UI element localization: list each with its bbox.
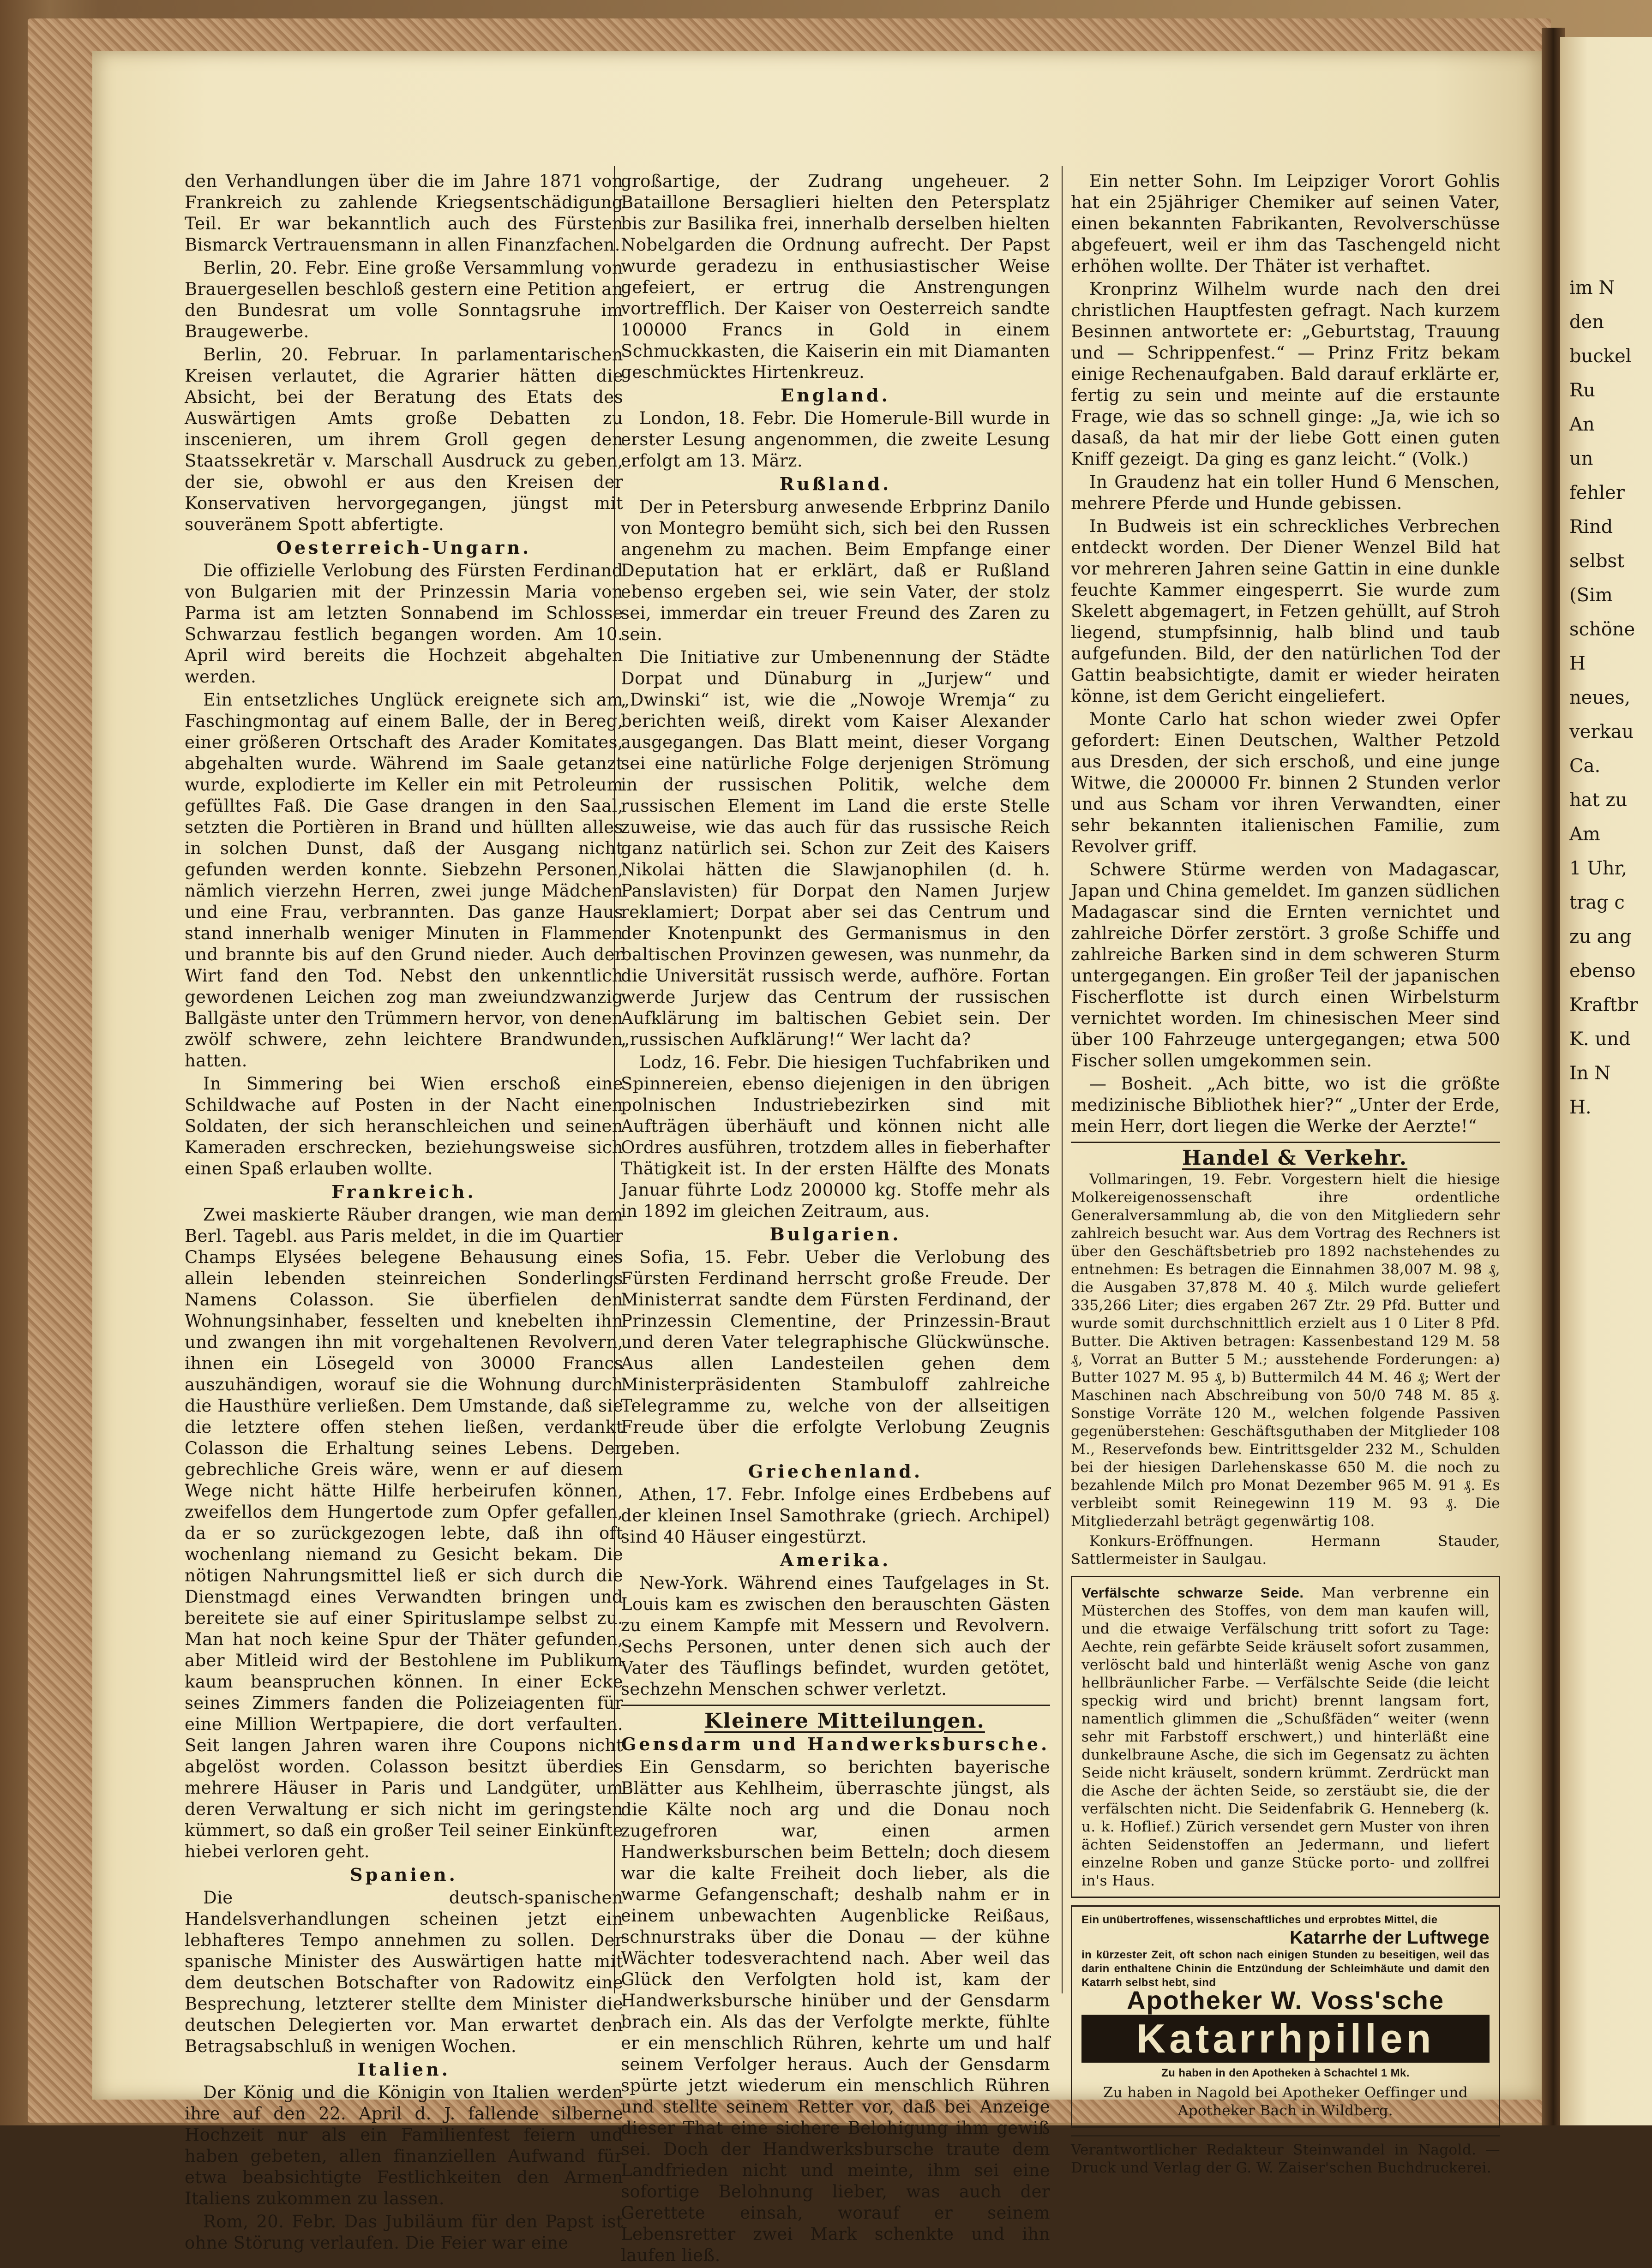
section-heading: Oesterreich-Ungarn. xyxy=(276,537,532,558)
article-paragraph: In Simmering bei Wien erschoß eine Schildwache auf Posten in der Nacht einen Soldaten, der sich heranschleichen und seinen Kameraden erschrecken, beziehungsweise sich einen Spaß erlauben wollte. xyxy=(185,1074,623,1179)
fragment: Ru xyxy=(1569,380,1595,401)
fragment: An xyxy=(1569,414,1595,435)
section-rule xyxy=(1071,1142,1500,1143)
fragment: im N xyxy=(1569,277,1615,299)
article-paragraph: Ein Gensdarm, so berichten bayerische Blätter aus Kehlheim, überraschte jüngst, als die Kälte noch arg und die Donau noch zugefroren war, einen armen Handwerksburschen beim Betteln; doch diesem war die kalte Freiheit doch lieber, als die warme Gefangenschaft; deshalb nahm er in einem unbewachten Augenblicke Reißaus, schnurstraks über die Donau — der kühne Wächter todesverachtend nach. Aber weil das Glück den Verfolgten hold ist, kam der Handwerksbursche hinüber und der Gensdarm brach ein. Als das der Verfolgte merkte, fühlte er ein menschlich Rühren, kehrte um und half seinem Verfolger heraus. Auch der Gensdarm spürte jetzt wiederum ein menschlich Rühren und stellte seinem Retter vor, daß bei Anzeige dieser That eine sichere Belohigung ihm gewiß sei. Doch der Handwerksbursche traute dem Landfrieden nicht und meinte, ihm sei eine sofortige Belohnung lieber, was auch der Gerettete einsah, worauf er seinem Lebensretter zwei Mark schenkte und ihn laufen ließ. xyxy=(621,1757,1050,2265)
article-paragraph: Der König und die Königin von Italien werden ihre auf den 22. April d. J. fallende silberne Hochzeit nur als ein Familienfest feiern und haben gebeten, allen finanziellen Aufwand für etwa beabsichtigte Festlichkeiten den Armen Italiens zukommen zu lassen. xyxy=(185,2082,623,2208)
section-heading: Bulgarien. xyxy=(769,1224,901,1245)
article-paragraph: Kronprinz Wilhelm wurde nach den drei christlichen Hauptfesten gefragt. Nach kurzem Besinnen antwortete er: „Geburtstag, Trauung und — Schrippenfest.“ — Prinz Fritz bekam einige Rechenaufgaben. Bald darauf erklärte er, fertig zu sein und meinte auf die erstaunte Frage, wie das so schnell ginge: „Ja, wie ich so dasaß, da hat mir der liebe Gott einen guten Kniff gezeigt. Da ging es ganz leicht.“ (Volk.) xyxy=(1071,279,1500,469)
column-3 xyxy=(1071,171,1500,2179)
fragment: Rind xyxy=(1569,516,1613,538)
article-paragraph: Monte Carlo hat schon wieder zwei Opfer gefordert: Einen Deutschen, Walther Petzold aus Dresden, der sich erschoß, und eine junge Witwe, die 200000 Fr. binnen 2 Stunden verlor und aus Scham vor ihren Verwandten, einer sehr bekannten italienischen Familie, zum Revolver griff. xyxy=(1071,709,1500,856)
article-paragraph: In Budweis ist ein schreckliches Verbrechen entdeckt worden. Der Diener Wenzel Bild hat vor mehreren Jahren seine Gattin in eine dunkle feuchte Kammer eingesperrt. Sie wurde zum Skelett abgemagert, in Fetzen gehüllt, auf Stroh liegend, stumpfsinnig, halb blind und taub aufgefunden. Bild, der den natürlichen Tod der Gattin beabsichtigte, damit er wieder heiraten könne, ist dem Gericht eingeliefert. xyxy=(1071,516,1500,706)
ad-apotheker: Apotheker W. Voss'sche xyxy=(1126,1986,1445,2015)
article-paragraph: Lodz, 16. Febr. Die hiesigen Tuchfabriken und Spinnereien, ebenso diejenigen in den übrigen polnischen Industriebezirken sind mit Aufträgen überhäuft und können nicht alle Ordres ausführen, trotzdem alles in fieberhafter Thätigkeit ist. In der ersten Hälfte des Monats Januar führte Lodz 200000 kg. Stoffe mehr als in 1892 im gleichen Zeitraum, aus. xyxy=(621,1053,1050,1221)
section-heading-kleinere-mitteilungen: Kleinere Mitteilungen. xyxy=(704,1709,985,1733)
fragment: hat zu xyxy=(1569,790,1628,811)
fragment: verkau xyxy=(1569,721,1634,742)
article-paragraph: Vollmaringen, 19. Febr. Vorgestern hielt die hiesige Molkereigenossenschaft ihre ordentliche Generalversammlung ab, die von den Mitgliedern sehr zahlreich besucht war. Aus dem Vortrag des Rechners ist über den Geschäftsbetrieb pro 1892 nachstehendes zu entnehmen: Es betragen die Einnahmen 38,007 M. 98 ₰, die Ausgaben 37,878 M. 40 ₰. Milch wurde geliefert 335,266 Liter; dies ergaben 267 Ztr. 29 Pfd. Butter und wurde somit durchschnittlich erzielt aus 1 0 Liter 8 Pfd. Butter. Die Aktiven betragen: Kassenbestand 129 M. 58 ₰, Vorrat an Butter 5 M.; ausstehende Forderungen: a) Butter 1027 M. 95 ₰, b) Buttermilch 44 M. 46 ₰; Wert der Maschinen nach Abschreibung von 50/0 748 M. 85 ₰. Sonstige Vorräte 120 M., welchen folgende Passiven gegenüberstehen: Geschäftsguthaben der Mitglieder 108 M., Reservefonds bew. Eintrittsgelder 232 M., Schulden bei der hiesigen Darlehenskasse 650 M. die noch zu bezahlende Milch pro Monat Dezember 965 M. 91 ₰. Es verbleibt somit Reinegewinn 119 M. 93 ₰. Die Mitgliederzahl beträgt gegenwärtig 108. xyxy=(1071,1171,1500,1530)
fragment: den xyxy=(1569,311,1604,333)
imprint: Verantwortlicher Redakteur Steinwandel in Nagold. — Druck und Verlag der G. W. Zaiser'schen Buchdruckerei. xyxy=(1071,2142,1500,2176)
section-heading: Spanien. xyxy=(350,1864,458,1885)
section-heading: Griechenland. xyxy=(748,1461,923,1482)
adjacent-page xyxy=(1560,37,1652,2125)
ad-title: Verfälschte schwarze Seide. xyxy=(1081,1585,1304,1601)
ad-where: Zu haben in Nagold bei Apotheker Oeffinger und Apotheker Bach in Wildberg. xyxy=(1103,2084,1468,2119)
section-heading: Frankreich. xyxy=(331,1181,476,1202)
article-paragraph: In Graudenz hat ein toller Hund 6 Menschen, mehrere Pferde und Hunde gebissen. xyxy=(1071,472,1500,513)
article-heading: Gensdarm und Handwerksbursche. xyxy=(621,1734,1050,1754)
adjacent-page-fragments xyxy=(1569,268,1652,1128)
article-paragraph: London, 18. Febr. Die Homerule-Bill wurde in erster Lesung angenommen, die zweite Lesung erfolgt am 13. März. xyxy=(621,408,1050,471)
fragment: un xyxy=(1569,448,1593,469)
section-heading: Rußland. xyxy=(779,473,892,494)
article-paragraph: Berlin, 20. Februar. In parlamentarischen Kreisen verlautet, die Agrarier hätten die Absicht, bei der Beratung des Etats des Auswärtigen Amts große Debatten zu inscenieren, um ihrem Groll gegen den Staatssekretär v. Marschall Ausdruck zu geben, der sie, obwohl er aus den Kreisen der Konservativen hervorgegangen, jüngst mit souveränem Spott abfertigte. xyxy=(185,345,623,534)
fragment: (Sim xyxy=(1569,585,1613,606)
fragment: Ca. xyxy=(1569,755,1601,777)
fragment: neues, xyxy=(1569,687,1631,708)
notice-konkurs: Konkurs-Eröffnungen. Hermann Stauder, Sattlermeister in Saulgau. xyxy=(1071,1533,1500,1568)
article-paragraph: Sofia, 15. Febr. Ueber die Verlobung des Fürsten Ferdinand herrscht große Freude. Der Ministerrat sandte dem Fürsten Ferdinand, der Prinzessin Clementine, der Prinzessin-Braut und deren Vater telegraphische Glückwünsche. Aus allen Landesteilen gehen dem Ministerpräsidenten Stambuloff zahlreiche Telegramme zu, welche von der allseitigen Freude über die erfolgte Verlobung Zeugnis geben. xyxy=(621,1247,1050,1458)
fragment: Am xyxy=(1569,824,1600,845)
ad-body: Man verbrenne ein Müsterchen des Stoffes, von dem man kaufen will, und die etwaige Verfälschung tritt sofort zu Tage: Aechte, rein gefärbte Seide kräuselt sofort zusammen, verlöscht bald und hinterläßt wenig Asche von ganz hellbräunlicher Farbe. — Verfälschte Seide (die leicht speckig wird und bricht) brennt langsam fort, namentlich glimmen die „Schußfäden“ weiter (wenn sehr mit Farbstoff erschwert,) und hinterläßt eine dunkelbraune Asche, die sich im Gegensatz zu ächten Seide nicht kräuselt, sondern krümmt. Zerdrückt man die Asche der ächten Seide, so zerstäubt sie, die der verfälschten nicht. Die Seidenfabrik G. Henneberg (k. u. k. Hoflief.) Zürich versendet gern Muster von ihren ächten Seidenstoffen an Jedermann, und liefert einzelne Roben und ganze Stücke porto- und zollfrei in's Haus. xyxy=(1081,1585,1490,1889)
section-heading-handel: Handel & Verkehr. xyxy=(1182,1146,1408,1170)
article-paragraph: Die deutsch-spanischen Handelsverhandlungen scheinen jetzt ein lebhafteres Tempo annehmen zu sollen. Der spanische Minister des Auswärtigen hatte mit dem deutschen Botschafter von Radowitz eine Besprechung, letzterer stellte dem Minister die deutschen Delegierten vor. Man erwartet den Betragsabschluß in wenigen Wochen. xyxy=(185,1888,623,2056)
article-paragraph: Schwere Stürme werden von Madagascar, Japan und China gemeldet. Im ganzen südlichen Madagascar sind die Ernten vernichtet und zahlreiche Dörfer zerstört. 3 große Schiffe und zahlreiche Barken sind in dem schweren Sturm untergegangen. Ein großer Teil der japanischen Fischerflotte ist durch einen Wirbelsturm vernichtet worden. Im chinesischen Meer sind über 100 Fahrzeuge untergegangen; etwa 500 Fischer sollen umgekommen sein. xyxy=(1071,860,1500,1071)
fragment: selbst xyxy=(1569,551,1625,572)
ad-product-name: Katarrhpillen xyxy=(1081,2015,1490,2063)
article-paragraph: Ein netter Sohn. Im Leipziger Vorort Gohlis hat ein 25jähriger Chemiker auf seinen Vater, einen bekannten Fabrikanten, Revolverschüsse abgefeuert, weil er ihm das Taschengeld nicht erhöhen wollte. Der Thäter ist verhaftet. xyxy=(1071,171,1500,276)
article-paragraph: Die offizielle Verlobung des Fürsten Ferdinand von Bulgarien mit der Prinzessin Maria von Parma ist am letzten Sonnabend im Schlosse Schwarzau festlich begangen worden. Am 10. April wird bereits die Hochzeit abgehalten werden. xyxy=(185,561,623,687)
article-paragraph: Athen, 17. Febr. Infolge eines Erdbebens auf der kleinen Insel Samothrake (griech. Archipel) sind 40 Häuser eingestürzt. xyxy=(621,1484,1050,1547)
fragment: ebenso xyxy=(1569,960,1636,981)
column-1 xyxy=(185,171,623,2256)
article-paragraph: den Verhandlungen über die im Jahre 1871 von Frankreich zu zahlende Kriegsentschädigung Teil. Er war bekanntlich auch des Fürsten Bismarck Vertrauensmann in allen Finanzfachen. xyxy=(185,171,623,255)
fragment: In N xyxy=(1569,1063,1611,1084)
fragment: schöne xyxy=(1569,619,1635,640)
advertisement-katarrhpillen xyxy=(1071,1905,1500,2128)
fragment: 1 Uhr, xyxy=(1569,858,1628,879)
ad-description: in kürzester Zeit, oft schon nach einigen Stunden zu beseitigen, weil das darin enthaltene Chinin die Entzündung der Schleimhäute und damit den Katarrh selbst hebt, sind xyxy=(1081,1949,1490,1989)
fragment: zu ang xyxy=(1569,926,1632,947)
section-rule xyxy=(621,1705,1050,1706)
fragment: trag c xyxy=(1569,892,1625,913)
fragment: fehler xyxy=(1569,482,1625,503)
article-paragraph: Berlin, 20. Febr. Eine große Versammlung von Brauergesellen beschloß gestern eine Petition an den Bundesrat um volle Sonntagsruhe im Braugewerbe. xyxy=(185,258,623,341)
ad-price: Zu haben in den Apotheken à Schachtel 1 Mk. xyxy=(1161,2067,1410,2079)
ad-intro: Ein unübertroffenes, wissenschaftliches und erprobtes Mittel, die xyxy=(1081,1914,1438,1926)
article-paragraph: Die Initiative zur Umbenennung der Städte Dorpat und Dünaburg in „Jurjew“ und „Dwinski“ ist, wie die „Nowoje Wremja“ zu berichten weiß, direkt vom Kaiser Alexander ausgegangen. Das Blatt meint, dieser Vorgang sei eine natürliche Folge derjenigen Strömung in der russischen Politik, welche dem russischen Element im Land die erste Stelle zuweise, wie das auch für das russische Reich ganz natürlich sei. Schon zur Zeit des Kaisers Nikolai hätten die Slawjanophilen (d. h. Panslavisten) für Dorpat den Namen Jurjew reklamiert; Dorpat aber sei das Centrum und der Knotenpunkt des Germanismus in den baltischen Provinzen gewesen, was nunmehr, da die Universität russisch werde, aufhöre. Fortan werde Jurjew das Centrum der russischen Aufklärung im baltischen Gebiet sein. Der „russischen Aufklärung!“ Wer lacht da? xyxy=(621,647,1050,1049)
fragment: buckel xyxy=(1569,346,1632,367)
column-divider xyxy=(1062,166,1063,1993)
advertisement-seide xyxy=(1071,1576,1500,1898)
article-paragraph: Rom, 20. Febr. Das Jubiläum für den Papst ist ohne Störung verlaufen. Die Feier war eine xyxy=(185,2212,623,2253)
article-paragraph: Ein entsetzliches Unglück ereignete sich am Faschingmontag auf einem Balle, der in Bereg, einer größeren Ortschaft des Arader Komitates, abgehalten wurde. Während im Saale getanzt wurde, explodierte im Keller ein mit Petroleum gefülltes Faß. Die Gase drangen in den Saal, setzten die Portièren in Brand und hüllten alles in solchen Dunst, daß der Ausgang nicht gefunden werden konnte. Siebzehn Personen, nämlich vierzehn Herren, zwei junge Mädchen und eine Frau, verbrannten. Das ganze Haus stand innerhalb weniger Minuten in Flammen und brannte bis auf den Grund nieder. Auch der Wirt fand den Tod. Nebst den unkenntlich gewordenen Leichen zog man zweiundzwanzig Ballgäste unter den Trümmern hervor, von denen zwölf schwere, zehn leichtere Brandwunden hatten. xyxy=(185,690,623,1071)
section-heading: Italien. xyxy=(357,2059,451,2080)
fragment: K. und xyxy=(1569,1029,1631,1050)
article-paragraph: großartige, der Zudrang ungeheuer. 2 Bataillone Bersaglieri hielten den Petersplatz bis zur Basilika frei, innerhalb derselben hielten Nobelgarden die Ordnung aufrecht. Der Papst wurde geradezu in enthusiastischer Weise gefeiert, er ertrug die Anstrengungen vortrefflich. Der Kaiser von Oesterreich sandte 100000 Francs in Gold in einem Schmuckkasten, die Kaiserin ein mit Diamanten geschmücktes Hirtenkreuz. xyxy=(621,171,1050,382)
article-paragraph: — Bosheit. „Ach bitte, wo ist die größte medizinische Bibliothek hier?“ „Unter der Erde, mein Herr, dort liegen die Werke der Aerzte!“ xyxy=(1071,1074,1500,1136)
article-paragraph: Zwei maskierte Räuber drangen, wie man dem Berl. Tagebl. aus Paris meldet, in die im Quartier Champs Elysées belegene Behausung eines allein lebenden steinreichen Sonderlings Namens Colasson. Sie überfielen den Wohnungsinhaber, fesselten und knebelten ihn und zwangen ihn mit vorgehaltenen Revolvern, ihnen ein Lösegeld von 30000 Francs auszuhändigen, worauf sie die Wohnung durch die Hausthüre verließen. Dem Umstande, daß sie die letztere offen stehen ließen, verdankt Colasson die Erhaltung seines Lebens. Der gebrechliche Greis wäre, wenn er auf diesem Wege nicht hätte Hilfe herbeirufen können, zweifellos dem Hungertode zum Opfer gefallen, da er so zurückgezogen lebte, daß ihn oft wochenlang niemand zu Gesicht bekam. Die nötigen Nahrungsmittel ließ er sich durch die Dienstmagd eines Verwandten bringen und bereitete sie auf einer Spirituslampe selbst zu. Man hat noch keine Spur der Thäter gefunden, aber Mitleid wird der Bestohlene im Publikum kaum beanspruchen können. In einer Ecke seines Zimmers fanden die Polizeiagenten für eine Million Wertpapiere, die dort verfaulten. Seit langen Jahren waren ihre Coupons nicht abgelöst worden. Colasson besitzt überdies mehrere Häuser in Paris und Landgüter, um deren Verwaltung er sich nicht im geringsten kümmert, so daß ein großer Teil seiner Einkünfte hiebei verloren geht. xyxy=(185,1205,623,1861)
ad-headline: Katarrhe der Luftwege xyxy=(1290,1927,1490,1948)
section-heading: England. xyxy=(781,385,890,406)
section-rule xyxy=(1071,2135,1500,2136)
fragment: H xyxy=(1569,653,1586,674)
column-2 xyxy=(621,171,1050,2268)
section-heading: Amerika. xyxy=(780,1550,891,1570)
fragment: H. xyxy=(1569,1097,1592,1118)
article-paragraph: New-York. Während eines Taufgelages in St. Louis kam es zwischen den berauschten Gästen zu einem Kampfe mit Messern und Revolvern. Sechs Personen, unter denen sich auch der Vater des Täuflings befindet, wurden getötet, sechzehn Menschen schwer verletzt. xyxy=(621,1573,1050,1699)
fragment: Kraftbr xyxy=(1569,994,1638,1016)
article-paragraph: Der in Petersburg anwesende Erbprinz Danilo von Montegro bemüht sich, sich bei den Russen angenehm zu machen. Beim Empfange einer Deputation hat er erklärt, daß er Rußland ebenso ergeben sei, wie sein Vater, der stolz sei, immerdar ein treuer Freund des Zaren zu sein. xyxy=(621,497,1050,644)
